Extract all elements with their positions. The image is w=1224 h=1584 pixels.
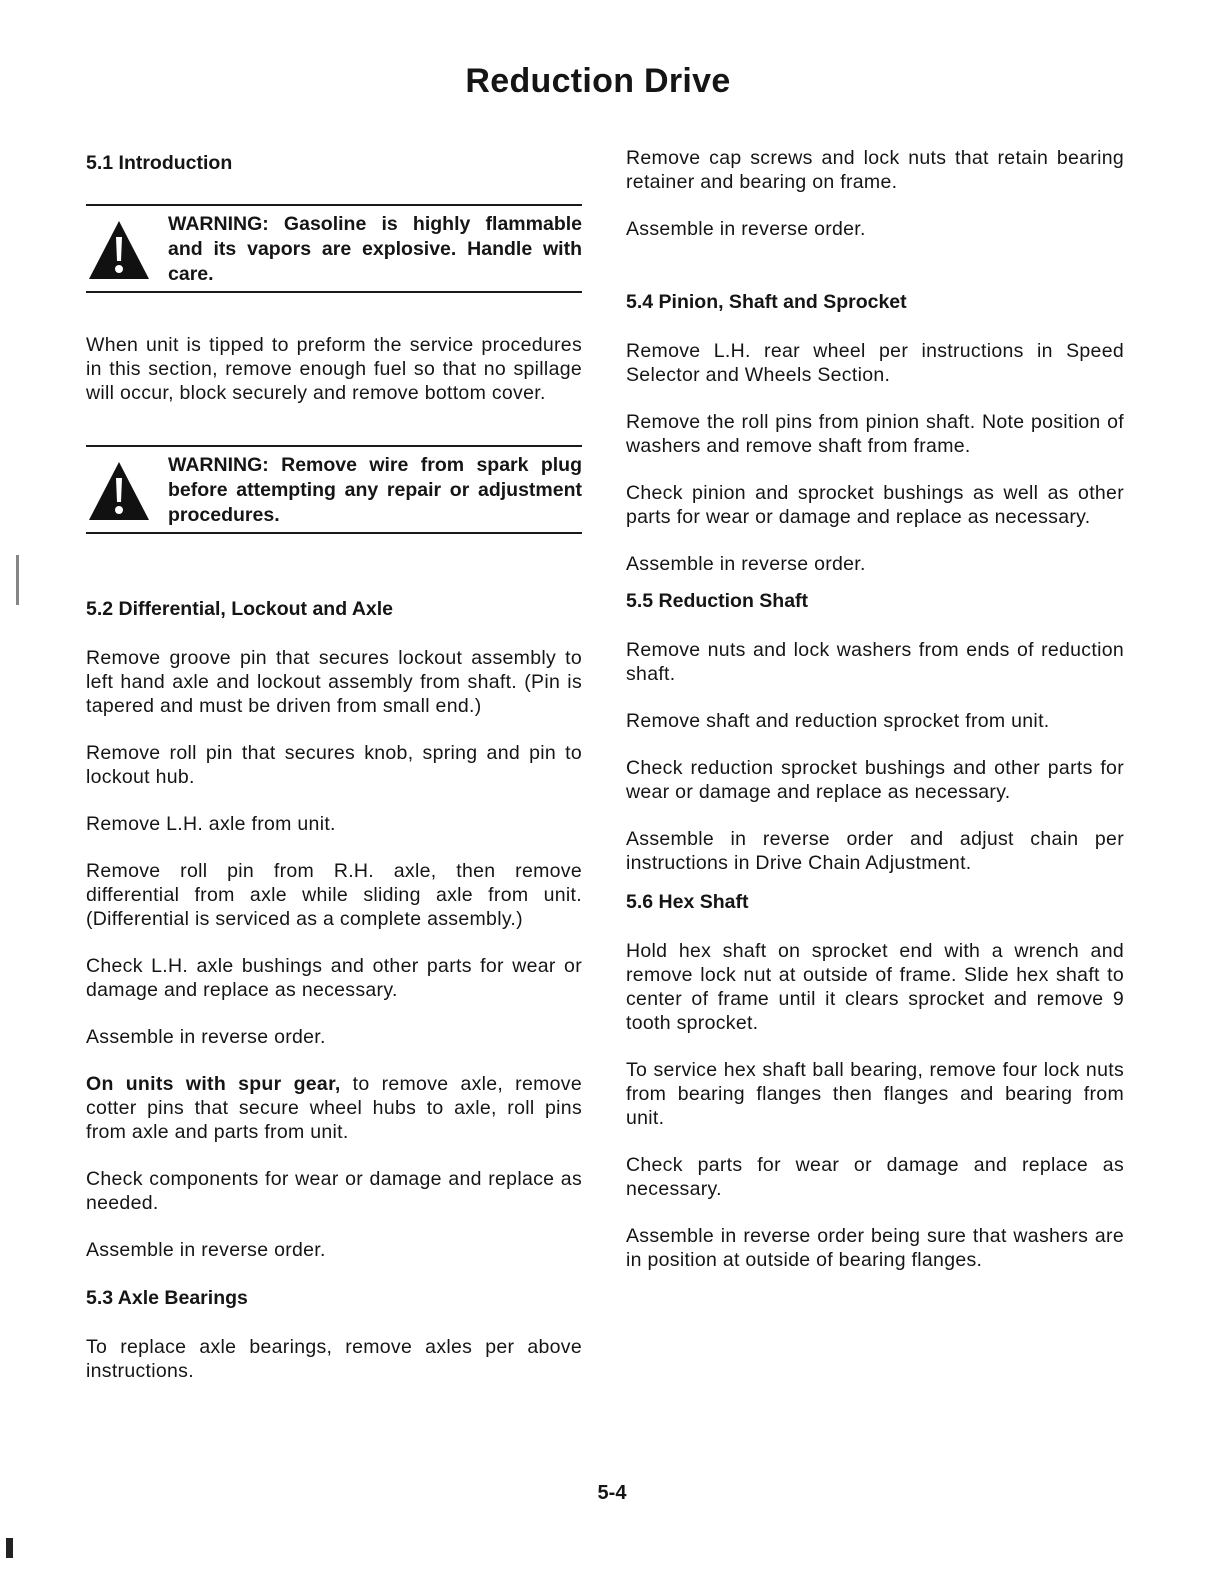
paragraph: Remove roll pin that secures knob, spring and pin to lockout hub. <box>86 742 582 788</box>
paragraph: Assemble in reverse order. <box>86 1239 326 1261</box>
warning-triangle-icon <box>86 217 152 283</box>
section-heading-5-1: 5.1 Introduction <box>86 152 233 174</box>
scan-artifact <box>16 555 19 605</box>
section-heading-5-5: 5.5 Reduction Shaft <box>626 590 809 612</box>
paragraph: Remove cap screws and lock nuts that retain bearing retainer and bearing on frame. <box>626 147 1124 193</box>
page-title: Reduction Drive <box>465 62 731 100</box>
paragraph: To replace axle bearings, remove axles per above instructions. <box>86 1336 582 1382</box>
section-heading-5-6: 5.6 Hex Shaft <box>626 891 749 913</box>
intro-paragraph: When unit is tipped to preform the service procedures in this section, remove enough fuel so that no spillage will occur, block securely and remove bottom cover. <box>86 334 582 404</box>
spur-gear-paragraph <box>86 1072 582 1144</box>
page-number: 5-4 <box>597 1482 627 1504</box>
paragraph: Check parts for wear or damage and replace as necessary. <box>626 1154 1124 1200</box>
paragraph: Check L.H. axle bushings and other parts for wear or damage and replace as necessary. <box>86 955 582 1001</box>
section-heading-5-2: 5.2 Differential, Lockout and Axle <box>86 598 394 620</box>
right-column <box>626 146 1124 1295</box>
section-heading-5-4: 5.4 Pinion, Shaft and Sprocket <box>626 291 907 313</box>
paragraph: Check pinion and sprocket bushings as well as other parts for wear or damage and replace as necessary. <box>626 482 1124 528</box>
paragraph: Assemble in reverse order being sure that washers are in position at outside of bearing flanges. <box>626 1225 1124 1271</box>
paragraph: Remove L.H. axle from unit. <box>86 813 336 835</box>
paragraph: Check components for wear or damage and replace as needed. <box>86 1168 582 1214</box>
paragraph: Remove L.H. rear wheel per instructions in Speed Selector and Wheels Section. <box>626 340 1124 386</box>
paragraph: Assemble in reverse order. <box>626 218 866 240</box>
paragraph: Assemble in reverse order. <box>626 553 866 575</box>
paragraph: Assemble in reverse order and adjust chain per instructions in Drive Chain Adjustment. <box>626 828 1124 874</box>
paragraph: Remove nuts and lock washers from ends of reduction shaft. <box>626 639 1124 685</box>
paragraph: Remove groove pin that secures lockout assembly to left hand axle and lockout assembly from shaft. (Pin is tapered and must be driven from small end.) <box>86 647 582 717</box>
section-heading-5-3: 5.3 Axle Bearings <box>86 1287 248 1309</box>
warning-box-spark-plug <box>86 445 582 534</box>
paragraph: Remove roll pin from R.H. axle, then remove differential from axle while sliding axle from unit. (Differential is serviced as a complete assembly.) <box>86 860 582 930</box>
left-column <box>86 150 582 1406</box>
warning-text-spark-plug: WARNING: Remove wire from spark plug before attempting any repair or adjustment procedures. <box>168 454 582 526</box>
warning-triangle-icon <box>86 458 152 524</box>
spur-gear-text: to remove axle, remove cotter pins that secure wheel hubs to axle, roll pins from axle and parts from unit. <box>86 1073 582 1143</box>
scan-artifact <box>6 1538 13 1558</box>
warning-box-gasoline <box>86 204 582 293</box>
paragraph: Remove the roll pins from pinion shaft. Note position of washers and remove shaft from frame. <box>626 411 1124 457</box>
paragraph: Remove shaft and reduction sprocket from unit. <box>626 710 1050 732</box>
warning-text-gasoline: WARNING: Gasoline is highly flammable and its vapors are explosive. Handle with care. <box>168 213 582 285</box>
paragraph: Assemble in reverse order. <box>86 1026 326 1048</box>
paragraph: Hold hex shaft on sprocket end with a wrench and remove lock nut at outside of frame. Slide hex shaft to center of frame until it clears sprocket and remove 9 tooth sprocket. <box>626 940 1124 1034</box>
paragraph: Check reduction sprocket bushings and other parts for wear or damage and replace as necessary. <box>626 757 1124 803</box>
paragraph: To service hex shaft ball bearing, remove four lock nuts from bearing flanges then flanges and bearing from unit. <box>626 1059 1124 1129</box>
spur-gear-lead: On units with spur gear, <box>86 1073 341 1095</box>
